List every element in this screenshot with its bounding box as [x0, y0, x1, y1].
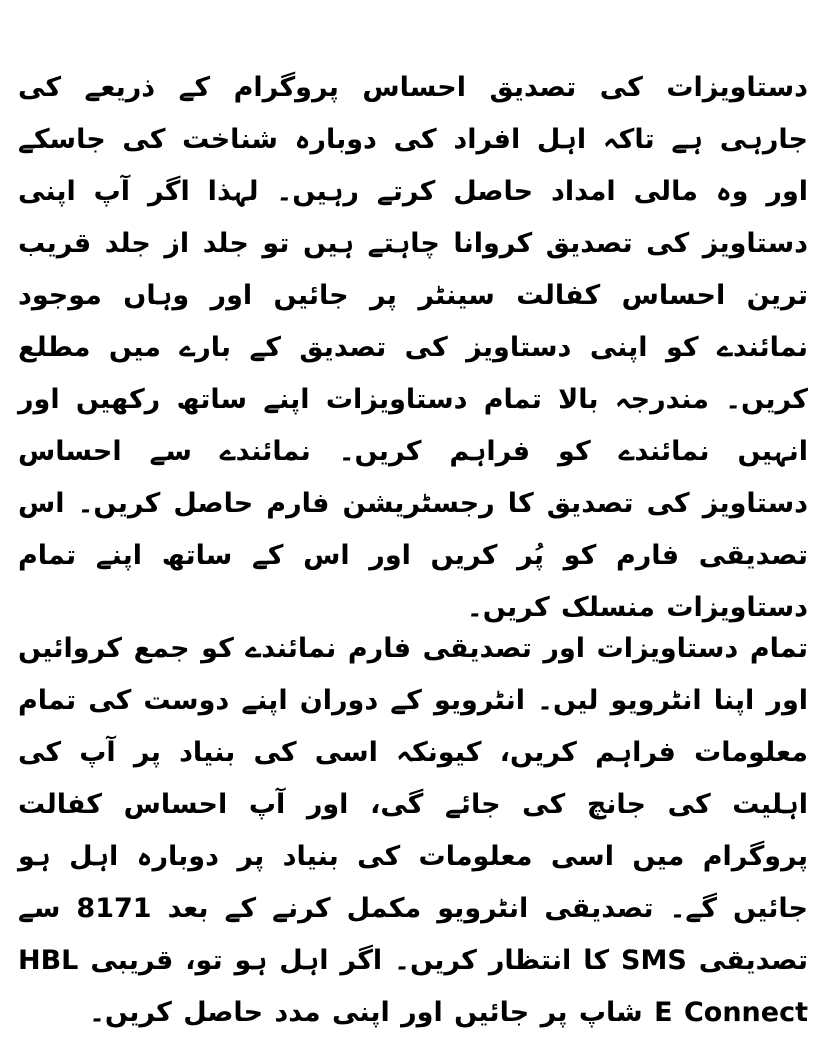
paragraph-interview-and-sms: تمام دستاویزات اور تصدیقی فارم نمائندے کو جمع کروائیں اور اپنا انٹرویو لیں۔ انٹرویو کے دوران اپنے دوست کی تمام معلومات فراہم کریں، کیونکہ اسی کی بنیاد پر آپ کی اہلیت کی جانچ کی جائے گی، اور آپ احساس کفالت پروگرام میں اسی معلومات کی بنیاد پر دوبارہ اہل ہو جائیں گے۔ تصدیقی انٹرویو مکمل کرنے کے بعد 8171 سے تصدیقی SMS کا انتظار کریں۔ اگر اہل ہو تو، قریبی HBL E Connect شاپ پر جائیں اور اپنی مدد حاصل کریں۔: [18, 633, 809, 1028]
paragraph-verification-steps: دستاویزات کی تصدیق احساس پروگرام کے ذریعے کی جارہی ہے تاکہ اہل افراد کی دوبارہ شناخت کی جاسکے اور وہ مالی امداد حاصل کرتے رہیں۔ لہذا اگر آپ اپنی دستاویز کی تصدیق کروانا چاہتے ہیں تو جلد از جلد قریب ترین احساس کفالت سینٹر پر جائیں اور وہاں موجود نمائندے کو اپنی دستاویز کی تصدیق کے بارے میں مطلع کریں۔ مندرجہ بالا تمام دستاویزات اپنے ساتھ رکھیں اور انہیں نمائندے کو فراہم کریں۔ نمائندے سے احساس دستاویز کی تصدیق کا رجسٹریشن فارم حاصل کریں۔ اس تصدیقی فارم کو پُر کریں اور اس کے ساتھ اپنے تمام دستاویزات منسلک کریں۔: [18, 72, 808, 623]
